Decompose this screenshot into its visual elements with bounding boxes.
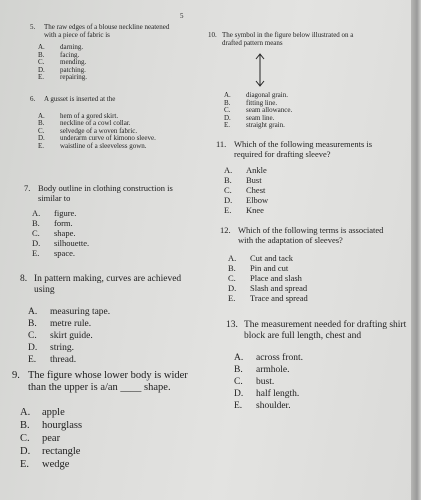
option-e[interactable]: E. shoulder. <box>234 401 291 411</box>
question-number: 9. <box>12 370 20 381</box>
option-e[interactable]: E. wedge <box>20 459 70 470</box>
option-a[interactable]: A. apple <box>20 407 65 418</box>
question-7 <box>24 184 194 258</box>
option-list <box>30 44 180 82</box>
question-number: 6. <box>30 95 36 103</box>
question-text: The figure whose lower body is wider than the upper is a/an ____ shape. <box>28 370 188 393</box>
option-d[interactable]: D. half length. <box>234 389 300 399</box>
option-b[interactable]: B. hourglass <box>20 420 83 431</box>
question-5 <box>30 24 180 82</box>
option-c[interactable]: C. selvedge of a woven fabric. <box>38 126 138 135</box>
question-10 <box>208 32 368 47</box>
question-13 <box>226 320 408 412</box>
page-number: 5 <box>180 12 184 20</box>
option-b[interactable]: B. metre rule. <box>28 319 92 329</box>
option-d[interactable]: D. rectangle <box>20 446 81 457</box>
option-b[interactable]: B. armhole. <box>234 365 290 375</box>
option-a[interactable]: A. hem of a gored skirt. <box>38 111 119 120</box>
question-text: The symbol in the figure below illustrated on a drafted pattern means <box>222 31 354 47</box>
question-number: 10. <box>208 31 217 39</box>
option-c[interactable]: C. skirt guide. <box>28 331 93 341</box>
question-text: In pattern making, curves are achieved using <box>34 274 182 295</box>
option-b[interactable]: B. Bust <box>224 175 262 185</box>
option-e[interactable]: E. Knee <box>224 205 264 215</box>
option-b[interactable]: B. form. <box>32 218 73 228</box>
option-list <box>12 406 197 471</box>
option-list <box>216 165 386 215</box>
question-number: 8. <box>20 274 28 284</box>
option-d[interactable]: D. string. <box>28 343 75 353</box>
option-a[interactable]: A. figure. <box>32 208 77 218</box>
option-d[interactable]: D. Elbow <box>224 195 269 205</box>
question-12 <box>220 226 395 303</box>
option-e[interactable]: E. Trace and spread <box>228 293 308 303</box>
question-text: Body outline in clothing construction is similar to <box>38 183 173 203</box>
option-list <box>24 208 194 258</box>
option-d[interactable]: D. seam line. <box>224 113 275 122</box>
option-b[interactable]: B. fitting line. <box>224 98 278 107</box>
option-c[interactable]: C. shape. <box>32 228 76 238</box>
option-a[interactable]: A. measuring tape. <box>28 307 111 317</box>
option-d[interactable]: D. Slash and spread <box>228 283 308 293</box>
option-d[interactable]: D. patching. <box>38 65 86 74</box>
question-number: 5. <box>30 23 36 31</box>
question-6 <box>30 96 190 150</box>
option-c[interactable]: C. Place and slash <box>228 273 302 283</box>
question-number: 7. <box>24 183 31 193</box>
option-list <box>220 253 395 303</box>
option-a[interactable]: A. diagonal grain. <box>224 91 288 99</box>
option-a[interactable]: A. Ankle <box>224 165 267 175</box>
question-text: A gusset is inserted at the <box>44 95 116 103</box>
option-d[interactable]: D. silhouette. <box>32 238 90 248</box>
option-c[interactable]: C. mending. <box>38 58 87 66</box>
option-list <box>226 352 408 412</box>
double-arrow-icon <box>254 52 266 88</box>
question-number: 13. <box>226 320 238 330</box>
option-e[interactable]: E. repairing. <box>38 73 88 81</box>
option-list <box>20 306 195 366</box>
option-c[interactable]: C. pear <box>20 433 61 444</box>
option-b[interactable]: B. Pin and cut <box>228 263 289 273</box>
question-text: Which of the following measurements is required for drafting sleeve? <box>234 139 373 159</box>
option-list <box>216 92 376 130</box>
question-number: 11. <box>216 139 227 149</box>
option-c[interactable]: C. bust. <box>234 377 275 387</box>
option-c[interactable]: C. Chest <box>224 185 266 195</box>
question-text: Which of the following terms is associated with the adaptation of sleeves? <box>238 225 384 245</box>
option-a[interactable]: A. darning. <box>38 43 84 51</box>
option-e[interactable]: E. straight grain. <box>224 121 285 129</box>
question-10-options <box>216 92 376 130</box>
option-e[interactable]: E. waistline of a sleeveless gown. <box>38 141 147 150</box>
option-c[interactable]: C. seam allowance. <box>224 106 293 114</box>
question-11 <box>216 140 386 215</box>
option-e[interactable]: E. thread. <box>28 355 77 365</box>
option-b[interactable]: B. neckline of a cowl collar. <box>38 119 131 127</box>
option-b[interactable]: B. facing. <box>38 50 80 59</box>
page-edge <box>411 0 421 500</box>
option-e[interactable]: E. space. <box>32 248 76 258</box>
question-text: The raw edges of a blouse neckline neatened with a piece of fabric is <box>44 23 170 39</box>
option-list <box>30 113 190 151</box>
question-8 <box>20 274 195 366</box>
question-9 <box>12 370 197 471</box>
option-a[interactable]: A. Cut and tack <box>228 253 293 263</box>
option-a[interactable]: A. across front. <box>234 353 303 363</box>
option-d[interactable]: D. underarm curve of kimono sleeve. <box>38 134 156 142</box>
question-number: 12. <box>220 225 231 235</box>
question-text: The measurement needed for drafting shirt block are full length, chest and <box>244 320 407 341</box>
